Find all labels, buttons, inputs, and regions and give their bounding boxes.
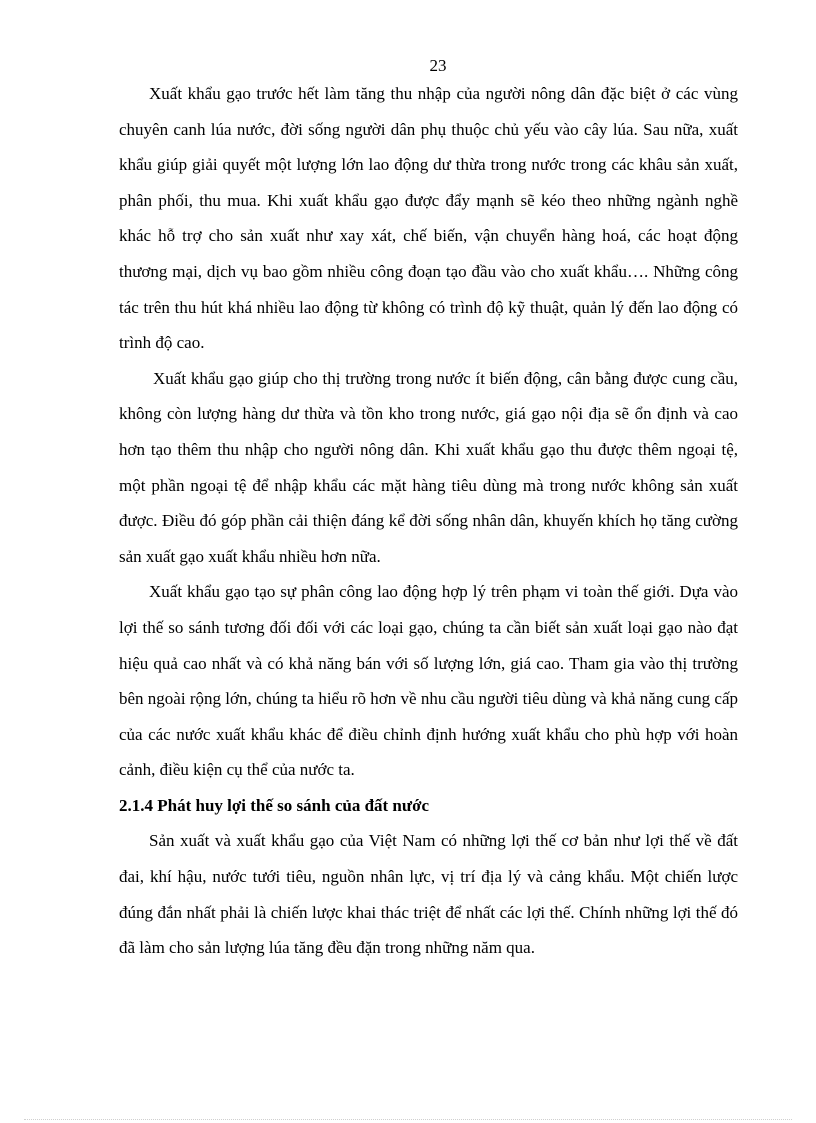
page-number: 23 xyxy=(429,56,447,75)
paragraph-income: Xuất khẩu gạo trước hết làm tăng thu nhập của người nông dân đặc biệt ở các vùng chuyên canh lúa nước, đời sống người dân phụ thuộc chủ yếu vào cây lúa. Sau nữa, xuất khẩu giúp giải quyết một lượng lớn lao động dư thừa trong nước trong các khâu sản xuất, phân phối, thu mua. Khi xuất khẩu gạo được đẩy mạnh sẽ kéo theo những ngành nghề khác hỗ trợ cho sản xuất như xay xát, chế biến, vận chuyển hàng hoá, các hoạt động thương mại, dịch vụ bao gồm nhiều công đoạn tạo đầu vào cho xuất khẩu…. Những công tác trên thu hút khá nhiều lao động từ không có trình độ kỹ thuật, quản lý đến lao động có trình độ cao. xyxy=(119,84,738,353)
paragraph-market-stability: Xuất khẩu gạo giúp cho thị trường trong nước ít biến động, cân bằng được cung cầu, không còn lượng hàng dư thừa và tồn kho trong nước, giá gạo nội địa sẽ ổn định và cao hơn tạo thêm thu nhập cho người nông dân. Khi xuất khẩu gạo thu được thêm ngoại tệ, một phần ngoại tệ để nhập khẩu các mặt hàng tiêu dùng mà trong nước không sản xuất được. Điều đó góp phần cải thiện đáng kể đời sống nhân dân, khuyến khích họ tăng cường sản xuất gạo xuất khẩu nhiều hơn nữa. xyxy=(119,368,738,566)
section-heading: 2.1.4 Phát huy lợi thế so sánh của đất nước xyxy=(119,795,430,815)
document-body xyxy=(119,76,738,966)
paragraph-comparative-advantage: Sản xuất và xuất khẩu gạo của Việt Nam có những lợi thế cơ bản như lợi thế về đất đai, khí hậu, nước tưới tiêu, nguồn nhân lực, vị trí địa lý và cảng khẩu. Một chiến lược đúng đắn nhất phải là chiến lược khai thác triệt để nhất các lợi thế. Chính những lợi thế đó đã làm cho sản lượng lúa tăng đều đặn trong những năm qua. xyxy=(119,831,738,958)
page-bottom-divider xyxy=(24,1119,792,1120)
paragraph-labor-division: Xuất khẩu gạo tạo sự phân công lao động hợp lý trên phạm vi toàn thế giới. Dựa vào lợi thế so sánh tương đối đối với các loại gạo, chúng ta cần biết sản xuất loại gạo nào đạt hiệu quả cao nhất và có khả năng bán với số lượng lớn, giá cao. Tham gia vào thị trường bên ngoài rộng lớn, chúng ta hiểu rõ hơn về nhu cầu người tiêu dùng và khả năng cung cấp của các nước xuất khẩu khác để điều chỉnh định hướng xuất khẩu cho phù hợp với hoàn cảnh, điều kiện cụ thể của nước ta. xyxy=(119,582,738,780)
